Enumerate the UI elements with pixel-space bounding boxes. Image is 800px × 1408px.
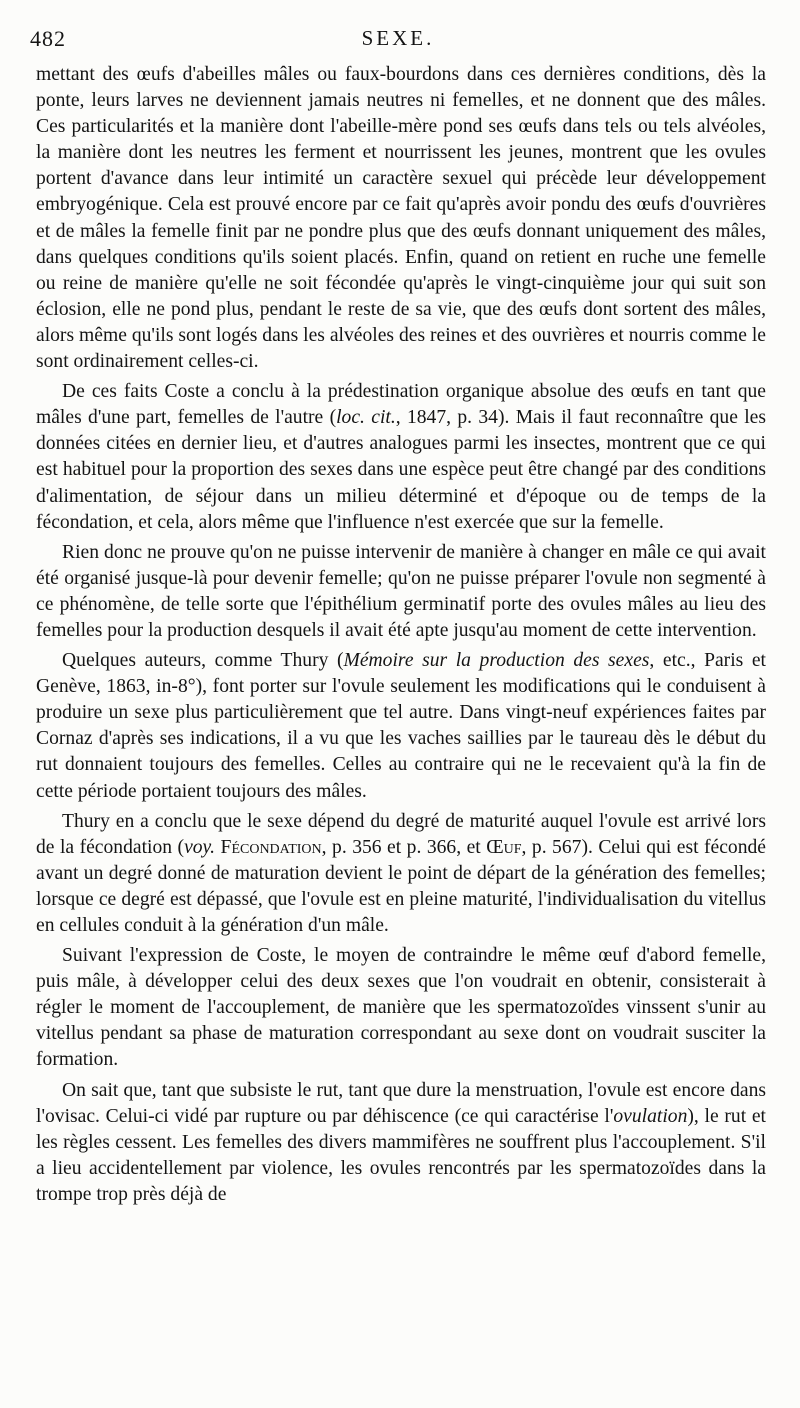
text-run: De ces faits Coste a conclu à la prédestination organique absolue des œufs en tant que mâles d'une part, femelles de l'autre (	[36, 381, 766, 429]
italic-text: ovulation	[613, 1105, 688, 1127]
paragraph-maturity-degree	[36, 809, 766, 939]
running-title: SEXE.	[361, 26, 435, 50]
paragraph-coste-expression	[36, 943, 766, 1073]
italic-text: loc. cit.	[336, 407, 396, 429]
paragraph-continuation	[36, 62, 766, 375]
small-caps-reference: Fécondation	[220, 836, 322, 858]
text-run: , p. 356 et p. 366, et	[321, 836, 487, 858]
page-number: 482	[30, 26, 66, 51]
small-caps-reference: Œuf	[486, 836, 522, 858]
text-run: ), le rut et les règles cessent. Les femelles des divers mammifères ne souffrent plus l'accouplement. S'il a lieu accidentellement par violence, les ovules rencontrés par les spermatozoïdes dans la trompe trop près déjà de	[36, 1105, 766, 1205]
text-run: Quelques auteurs, comme Thury (	[62, 650, 344, 672]
text-run: Suivant l'expression de Coste, le moyen de contraindre le même œuf d'abord femelle, puis mâle, à développer celui des deux sexes que l'on voudrait en obtenir, consisterait à régler le moment de l'accouplement, de manière que les spermatozoïdes vinssent s'unir au vitellus pendant sa phase de maturation correspondant au sexe dont on voudrait susciter la formation.	[36, 945, 766, 1071]
italic-text: Mémoire sur la production des sexes	[343, 650, 650, 672]
page-body-text	[36, 62, 766, 1212]
paragraph-intervention	[36, 540, 766, 644]
text-run: On sait que, tant que subsiste le rut, tant que dure la menstruation, l'ovule est encore dans l'ovisac. Celui-ci vidé par rupture ou par déhiscence (ce qui caractérise l'	[36, 1079, 766, 1127]
text-run: Thury en a conclu que le sexe dépend du degré de maturité auquel l'ovule est arrivé lors de la fécondation (	[36, 810, 766, 858]
italic-text: voy.	[184, 836, 216, 858]
text-run: mettant des œufs d'abeilles mâles ou faux-bourdons dans ces dernières conditions, dès la ponte, leurs larves ne deviennent jamais neutres ni femelles, et ne donnent que des mâles. Ces particularités et la manière dont l'abeille-mère pond ses œufs dans tels ou tels alvéoles, la manière dont les neutres les ferment et nourrissent les jeunes, montrent que les ovules portent d'avance dans leur intimité un caractère sexuel qui précède leur développement embryogénique. Cela est prouvé encore par ce fait qu'après avoir pondu des œufs d'ouvrières et de mâles la femelle finit par ne pondre plus que des œufs donnant uniquement des mâles, dans quelques conditions qu'ils soient placés. Enfin, quand on retient en ruche une femelle ou reine de manière qu'elle ne soit fécondée qu'après le vingt-cinquième jour qui suit son éclosion, elle ne pond plus, pendant le reste de sa vie, que des œufs dont sortent des mâles, alors même qu'ils sont logés dans les alvéoles des reines et des ouvrières et nourris comme le sont ordinairement celles-ci.	[36, 64, 766, 373]
paragraph-ovisac	[36, 1078, 766, 1208]
text-run: Rien donc ne prouve qu'on ne puisse intervenir de manière à changer en mâle ce qui avait été organisé jusque-là pour devenir femelle; qu'on ne puisse préparer l'ovule non segmenté à ce phénomène, de telle sorte que l'épithélium germinatif porte des ovules mâles au lieu des femelles pour la production desquels il avait été apte jusqu'au moment de cette intervention.	[36, 541, 766, 641]
text-run: , etc., Paris et Genève, 1863, in-8°), font porter sur l'ovule seulement les modifications qui le conduisent à produire un sexe plus particulièrement que tel autre. Dans vingt-neuf expériences faites par Cornaz d'après ses indications, il a vu que les vaches saillies par le taureau dès le début du rut donnaient toujours des femelles. Celles au contraire qui ne le recevaient qu'à la fin de cette période portaient toujours des mâles.	[36, 650, 766, 802]
paragraph-thury-experiments	[36, 648, 766, 805]
page-header	[30, 26, 766, 56]
paragraph-coste-conclusion	[36, 379, 766, 536]
text-run: , 1847, p. 34). Mais il faut reconnaître que les données citées en dernier lieu, et d'autres analogues parmi les insectes, montrent que ce qui est habituel pour la proportion des sexes dans une espèce peut être changé par des conditions d'alimentation, de séjour dans un milieu déterminé et d'époque ou de temps de la fécondation, et cela, alors même que l'influence n'est exercée que sur la femelle.	[36, 407, 767, 533]
text-run: , p. 567). Celui qui est fécondé avant un degré donné de maturation devient le point de départ de la génération des femelles; lorsque ce degré est dépassé, que l'ovule est en pleine maturité, l'individualisation du vitellus en cellules conduit à la génération d'un mâle.	[36, 836, 767, 936]
